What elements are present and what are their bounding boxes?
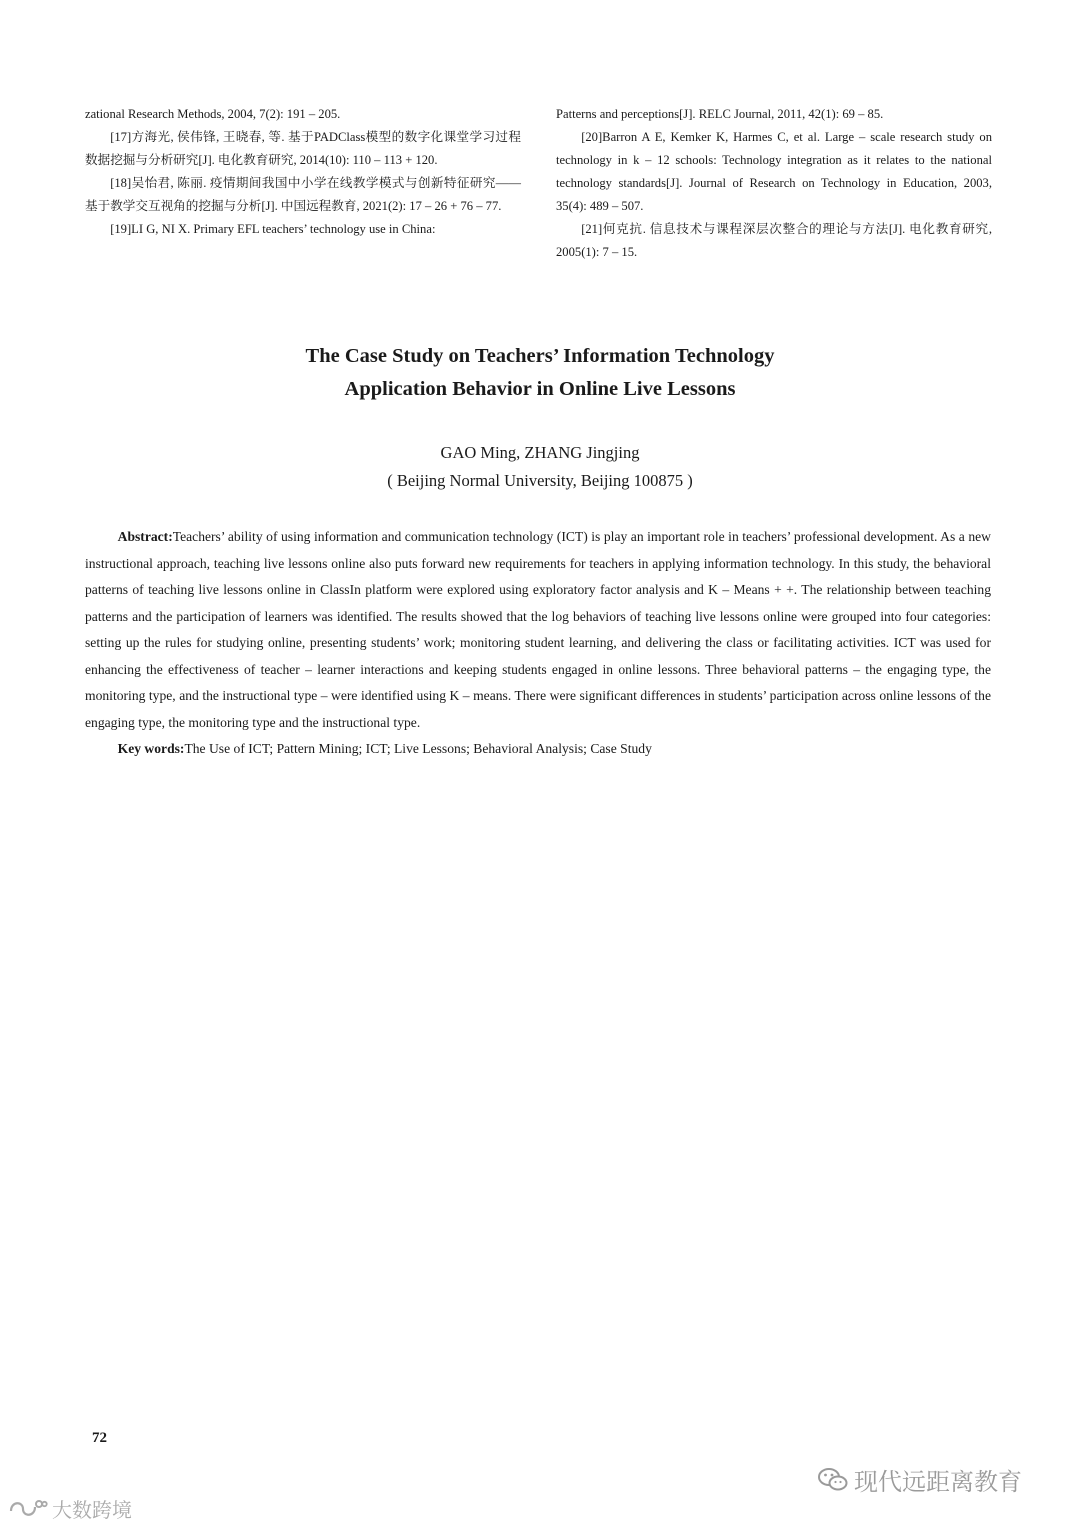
keywords-label: Key words: <box>117 741 185 756</box>
reference-item: [19]LI G, NI X. Primary EFL teachers’ technology use in China: <box>110 222 436 236</box>
watermark-right <box>818 1462 1022 1497</box>
abstract-section <box>85 524 991 763</box>
author-block <box>0 439 1080 495</box>
abstract-paragraph <box>85 524 991 736</box>
references-right-column <box>556 103 992 264</box>
watermark-left-text: 大数跨境 <box>52 1498 132 1522</box>
author-names: GAO Ming, ZHANG Jingjing <box>440 443 640 462</box>
reference-item: Patterns and perceptions[J]. RELC Journal, 2011, 42(1): 69 – 85. <box>556 107 884 121</box>
reference-item: [18]吴怡君, 陈丽. 疫情期间我国中小学在线教学模式与创新特征研究——基于教学交互视角的挖掘与分析[J]. 中国远程教育, 2021(2): 17 – 26 + 76 – 77. <box>85 176 521 213</box>
wechat-icon <box>818 1467 848 1493</box>
reference-item: [20]Barron A E, Kemker K, Harmes C, et al. Large – scale research study on technology in k – 12 schools: Technology integration as it relates to the national technology standards[J]. Journal of Research on Technology in Education, 2003, 35(4): 489 – 507. <box>556 130 992 213</box>
affiliation: ( Beijing Normal University, Beijing 100875 ) <box>387 471 693 490</box>
reference-item: zational Research Methods, 2004, 7(2): 191 – 205. <box>85 107 341 121</box>
watermark-left <box>8 1494 132 1523</box>
page-number: 72 <box>92 1430 107 1446</box>
title-line-2: Application Behavior in Online Live Lessons <box>344 378 736 400</box>
keywords-text: The Use of ICT; Pattern Mining; ICT; Live Lessons; Behavioral Analysis; Case Study <box>184 741 652 756</box>
reference-item: [17]方海光, 侯伟锋, 王晓春, 等. 基于PADClass模型的数字化课堂学习过程数据挖掘与分析研究[J]. 电化教育研究, 2014(10): 110 – 113 + 120. <box>85 130 521 167</box>
keywords-paragraph <box>85 736 991 763</box>
watermark-right-text: 现代远距离教育 <box>854 1468 1022 1496</box>
logo-icon <box>8 1497 48 1521</box>
references-left-column <box>85 103 521 241</box>
reference-item: [21]何克抗. 信息技术与课程深层次整合的理论与方法[J]. 电化教育研究, 2005(1): 7 – 15. <box>556 222 992 259</box>
abstract-label: Abstract: <box>117 529 173 544</box>
paper-title <box>0 340 1080 406</box>
abstract-text: Teachers’ ability of using information and communication technology (ICT) is play an important role in teachers’ professional development. As a new instructional approach, teaching live lessons online also puts forward new requirements for teachers in applying information technology. In this study, the behavioral patterns of teaching live lessons online in ClassIn platform were explored using exploratory factor analysis and K – Means + +. The relationship between teaching patterns and the participation of learners was identified. The results showed that the log behaviors of teaching live lessons online were grouped into four categories: setting up the rules for studying online, presenting students’ work; monitoring student learning, and delivering the class or facilitating activities. ICT was used for enhancing the effectiveness of teacher – learner interactions and keeping students engaged in online lessons. Three behavioral patterns – the engaging type, the monitoring type, and the instructional type – were identified using K – means. There were significant differences in students’ participation across online lessons of the engaging type, the monitoring type and the instructional type. <box>85 529 991 730</box>
title-line-1: The Case Study on Teachers’ Information Technology <box>305 345 775 367</box>
